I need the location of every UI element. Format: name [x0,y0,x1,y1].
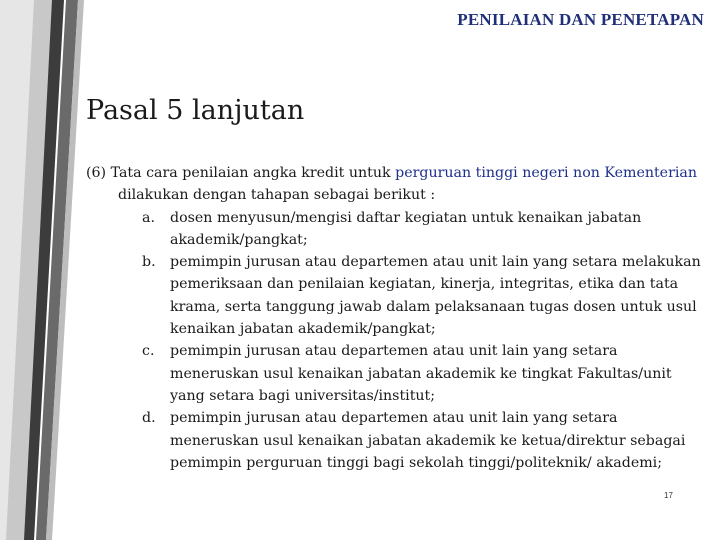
header-title: PENILAIAN DAN PENETAPAN [457,10,704,29]
list-item [142,207,708,252]
slide-title: Pasal 5 lanjutan [86,95,305,126]
list-letter: d. [142,410,156,427]
intro-prefix: (6) Tata cara penilaian angka kredit untuk [86,165,396,181]
list-letter: a. [142,209,155,226]
list-text: pemimpin jurusan atau departemen atau unit lain yang setara meneruskan usul kenaikan jabatan akademik ke ketua/direktur sebagai pemimpin perguruan tinggi bagi sekolah tinggi/politeknik/ akademi; [170,410,686,471]
list-letter: c. [142,343,155,360]
intro-highlight: perguruan tinggi negeri non Kementerian [395,165,697,181]
list-letter: b. [142,254,156,271]
list-item [142,251,708,340]
decorative-stripes [0,0,90,540]
page-number: 17 [664,491,673,500]
intro-suffix: dilakukan dengan tahapan sebagai berikut : [118,187,436,204]
list-text: pemimpin jurusan atau departemen atau unit lain yang setara meneruskan usul kenaikan jabatan akademik ke tingkat Fakultas/unit yang setara bagi universitas/institut; [170,343,672,404]
intro-paragraph [86,162,708,184]
list-text: dosen menyusun/mengisi daftar kegiatan untuk kenaikan jabatan akademik/pangkat; [170,209,642,248]
list-item [142,407,708,474]
steps-list [86,207,708,475]
list-text: pemimpin jurusan atau departemen atau unit lain yang setara melakukan pemeriksaan dan penilaian kegiatan, kinerja, integritas, etika dan tata krama, serta tanggung jawab dalam pelaksanaan tugas dosen untuk usul kenaikan jabatan akademik/pangkat; [170,254,701,338]
slide-body [86,162,708,474]
list-item [142,340,708,407]
